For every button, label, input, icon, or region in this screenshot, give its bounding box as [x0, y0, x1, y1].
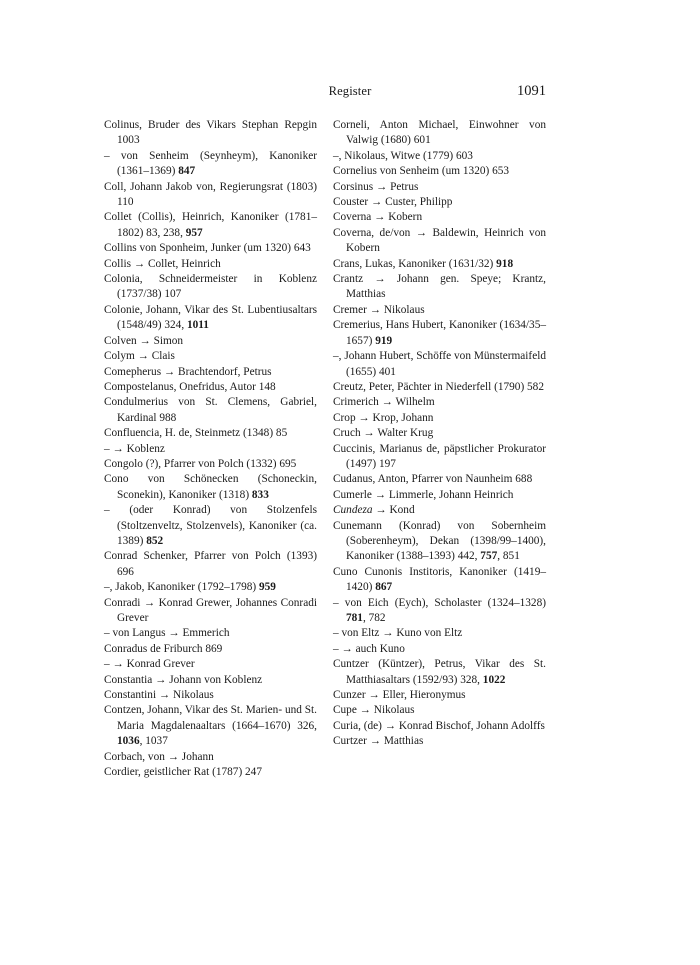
index-entry	[333, 703, 546, 718]
index-entry	[333, 164, 546, 179]
entry-text: Corsinus → Petrus	[333, 180, 419, 193]
index-entry	[333, 642, 546, 657]
page-reference-primary: 847	[178, 165, 196, 178]
index-entry	[333, 118, 546, 149]
index-entry	[104, 503, 317, 549]
index-entry	[104, 765, 317, 780]
index-entry	[104, 241, 317, 256]
entry-text: Collins von Sponheim, Junker (um 1320) 643	[104, 242, 311, 255]
entry-text: Colven → Simon	[104, 334, 184, 347]
page-reference-primary: 833	[251, 488, 269, 501]
index-entry	[333, 596, 546, 627]
entry-text: Cunzer → Eller, Hieronymus	[333, 689, 466, 702]
entry-text: – von Senheim (Seynheym), Kanoniker (1361–1369)	[104, 149, 317, 178]
index-entry	[333, 226, 546, 257]
index-entry	[104, 303, 317, 334]
entry-text: Constantia → Johann von Koblenz	[104, 673, 263, 686]
page-number: 1091	[517, 83, 546, 99]
index-entry	[333, 180, 546, 195]
entry-text: Cumerle → Limmerle, Johann Heinrich	[333, 488, 514, 501]
page-reference-primary: 852	[146, 534, 164, 547]
index-entry	[104, 442, 317, 457]
entry-text: Cremerius, Hans Hubert, Kanoniker (1634/35–1657)	[333, 319, 546, 347]
page-reference-primary: 919	[375, 334, 393, 347]
entry-text: Condulmerius von St. Clemens, Gabriel, Kardinal 988	[104, 396, 317, 424]
entry-text: Collis → Collet, Heinrich	[104, 257, 221, 270]
page-reference-primary: 781	[346, 612, 363, 624]
page-reference-primary: 1011	[186, 319, 209, 332]
index-entry	[333, 426, 546, 441]
index-entry	[333, 411, 546, 426]
entry-text: , 1037	[139, 735, 168, 748]
index-entry	[104, 596, 317, 627]
entry-text: – von Eich (Eych), Scholaster (1324–1328)	[333, 596, 546, 609]
entry-text: Cupe → Nikolaus	[333, 704, 415, 717]
entry-text: – → Koblenz	[104, 442, 165, 455]
index-column-right	[333, 118, 546, 750]
entry-text: – → Konrad Grever	[104, 658, 195, 671]
entry-text: Cordier, geistlicher Rat (1787) 247	[104, 766, 262, 779]
entry-text: , 782	[362, 612, 386, 624]
index-entry	[333, 488, 546, 503]
index-entry	[333, 657, 546, 688]
entry-text: –, Johann Hubert, Schöffe von Münstermaifeld (1655) 401	[333, 350, 546, 378]
index-entry	[104, 673, 317, 688]
entry-text: Coll, Johann Jakob von, Regierungsrat (1803) 110	[104, 180, 317, 209]
index-entry	[333, 626, 546, 641]
index-entry	[104, 149, 317, 180]
entry-text: Congolo (?), Pfarrer von Polch (1332) 695	[104, 457, 297, 470]
index-entry	[333, 719, 546, 734]
index-entry	[104, 257, 317, 272]
entry-text: Comepherus → Brachtendorf, Petrus	[104, 365, 272, 378]
index-entry	[333, 442, 546, 473]
entry-text: Cunemann (Konrad) von Sobernheim (Soberenheym), Dekan (1398/99–1400), Kanoniker (1388–1393) 442,	[333, 519, 546, 563]
index-entry	[104, 365, 317, 380]
entry-text: – von Langus → Emmerich	[104, 627, 230, 640]
index-column-left	[104, 118, 317, 780]
index-entry	[333, 565, 546, 596]
page-reference-primary: 1022	[482, 673, 506, 686]
index-entry	[104, 334, 317, 349]
entry-text: – → auch Kuno	[333, 642, 405, 655]
index-entry	[104, 580, 317, 595]
page-reference-primary: 867	[375, 581, 393, 594]
entry-text: Contzen, Johann, Vikar des St. Marien- und St. Maria Magdalenaaltars (1664–1670) 326,	[104, 704, 317, 732]
entry-text: Coverna → Kobern	[333, 211, 423, 224]
entry-text: Colym → Clais	[104, 350, 175, 363]
entry-text: Cremer → Nikolaus	[333, 303, 425, 316]
entry-text: Confluencia, H. de, Steinmetz (1348) 85	[104, 427, 288, 440]
entry-text: Conradus de Friburch 869	[104, 642, 223, 655]
index-entry	[333, 395, 546, 410]
running-header-title: Register	[328, 84, 372, 98]
entry-text: Curtzer → Matthias	[333, 735, 424, 748]
entry-text: – (oder Konrad) von Stolzenfels (Stoltzenveltz, Stolzenvels), Kanoniker (ca. 1389)	[104, 504, 317, 547]
page-reference-primary: 959	[259, 581, 276, 594]
entry-text: Corbach, von → Johann	[104, 750, 214, 763]
entry-term-italic: Cundeza	[333, 504, 373, 517]
index-entry	[333, 149, 546, 164]
entry-text: Cudanus, Anton, Pfarrer von Naunheim 688	[333, 473, 533, 486]
entry-text: Conradi → Konrad Grewer, Johannes Conradi Grever	[104, 596, 317, 624]
index-entry	[104, 272, 317, 303]
index-entry	[104, 642, 317, 657]
index-entry	[104, 349, 317, 364]
entry-text: Constantini → Nikolaus	[104, 689, 214, 702]
index-entry	[104, 380, 317, 395]
entry-text: –, Jakob, Kanoniker (1792–1798)	[104, 581, 259, 594]
entry-text: Colonie, Johann, Vikar des St. Lubentiusaltars (1548/49) 324,	[104, 303, 317, 332]
entry-text: Crantz → Johann gen. Speye; Krantz, Matthias	[333, 273, 546, 301]
entry-text: Cuno Cunonis Institoris, Kanoniker (1419–1420)	[333, 565, 546, 594]
index-entry	[333, 472, 546, 487]
entry-text: → Kond	[372, 504, 415, 517]
index-entry	[104, 426, 317, 441]
entry-text: Creutz, Peter, Pächter in Niederfell (1790) 582	[333, 380, 544, 393]
index-entry	[333, 272, 546, 303]
index-entry	[333, 503, 546, 518]
index-entry	[104, 210, 317, 241]
entry-text: Conrad Schenker, Pfarrer von Polch (1393) 696	[104, 550, 317, 578]
entry-text: Collet (Collis), Heinrich, Kanoniker (1781–1802) 83, 238,	[104, 211, 317, 239]
index-entry	[104, 472, 317, 503]
index-entry	[104, 750, 317, 765]
index-entry	[104, 703, 317, 749]
index-entry	[333, 257, 546, 272]
index-entry	[333, 195, 546, 210]
index-entry	[104, 118, 317, 149]
index-entry	[333, 688, 546, 703]
page-reference-primary: 918	[496, 257, 514, 270]
entry-text: Colonia, Schneidermeister in Koblenz (1737/38) 107	[104, 273, 317, 301]
entry-text: Cuccinis, Marianus de, päpstlicher Prokurator (1497) 197	[333, 442, 546, 470]
index-entry	[104, 457, 317, 472]
index-entry	[104, 626, 317, 641]
entry-text: Colinus, Bruder des Vikars Stephan Repgin 1003	[104, 119, 317, 147]
page-reference-primary: 957	[185, 226, 203, 239]
entry-text: Cornelius von Senheim (um 1320) 653	[333, 165, 510, 178]
index-entry	[333, 210, 546, 225]
index-entry	[333, 318, 546, 349]
index-entry	[104, 549, 317, 580]
entry-text: Coverna, de/von → Baldewin, Heinrich von Kobern	[333, 226, 546, 255]
index-entry	[104, 657, 317, 672]
index-entry	[333, 303, 546, 318]
page-reference-primary: 757	[480, 550, 498, 563]
index-entry	[104, 395, 317, 426]
entry-text: Cruch → Walter Krug	[333, 427, 434, 440]
entry-text: Cuntzer (Küntzer), Petrus, Vikar des St. Matthiasaltars (1592/93) 328,	[333, 658, 546, 686]
page-reference-primary: 1036	[117, 735, 140, 748]
entry-text: –, Nikolaus, Witwe (1779) 603	[333, 149, 473, 162]
entry-text: Corneli, Anton Michael, Einwohner von Valwig (1680) 601	[333, 119, 546, 147]
entry-text: – von Eltz → Kuno von Eltz	[333, 627, 463, 640]
entry-text: Crans, Lukas, Kanoniker (1631/32)	[333, 257, 497, 270]
entry-text: , 851	[497, 550, 520, 563]
entry-text: Crimerich → Wilhelm	[333, 396, 435, 409]
index-entry	[333, 734, 546, 749]
entry-text: Crop → Krop, Johann	[333, 411, 434, 424]
index-entry	[104, 688, 317, 703]
index-entry	[104, 180, 317, 211]
entry-text: Compostelanus, Onefridus, Autor 148	[104, 380, 276, 393]
entry-text: Cono von Schönecken (Schoneckin, Sconekin), Kanoniker (1318)	[104, 473, 317, 501]
index-entry	[333, 349, 546, 380]
entry-text: Curia, (de) → Konrad Bischof, Johann Adolffs	[333, 719, 545, 732]
index-entry	[333, 519, 546, 565]
entry-text: Couster → Custer, Philipp	[333, 196, 453, 209]
index-entry	[333, 380, 546, 395]
